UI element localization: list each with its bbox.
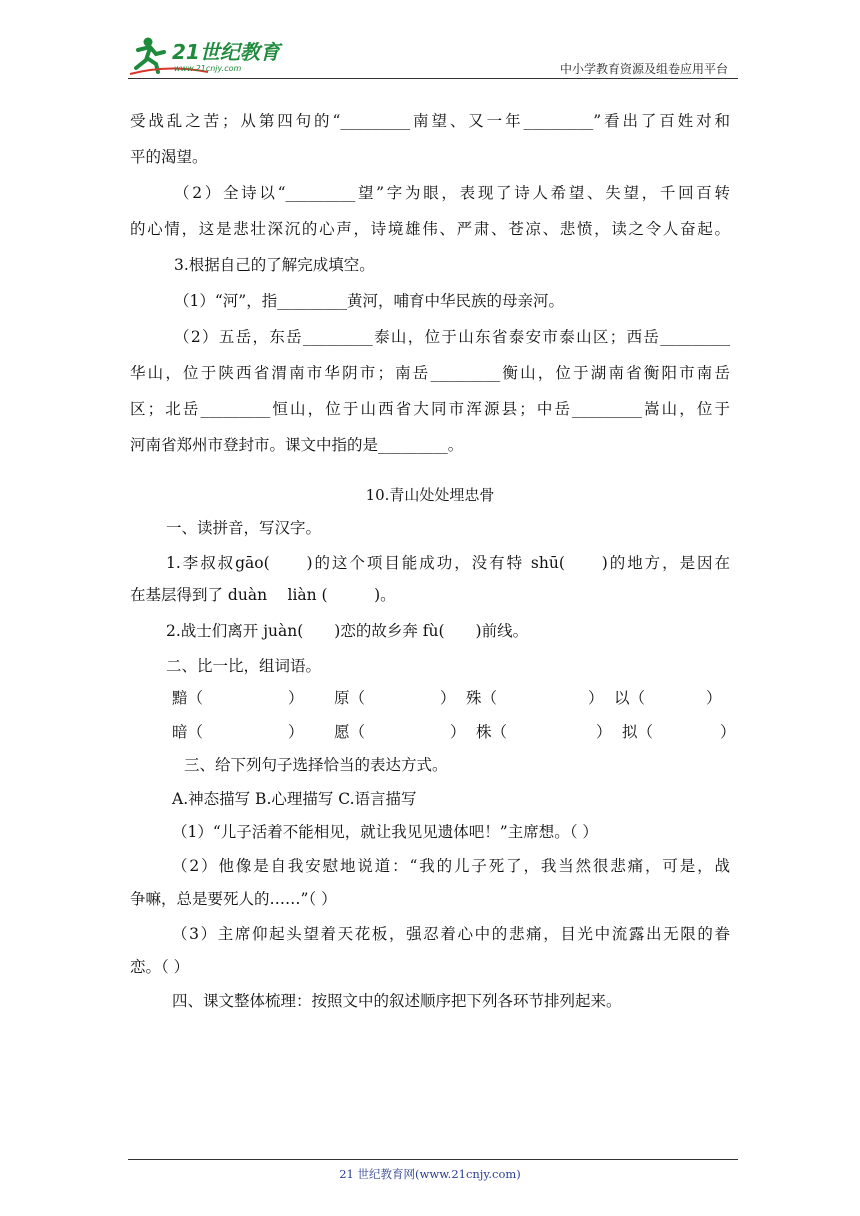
svg-text:www.21cnjy.com: www.21cnjy.com <box>174 64 242 73</box>
answer-options: A.神态描写 B.心理描写 C.语言描写 <box>172 790 417 808</box>
body-line: （1）“河”，指_________黄河，哺育中华民族的母亲河。 <box>174 292 564 310</box>
question-line: （3）主席仰起头望着天花板，强忍着心中的悲痛，目光中流露出无限的眷 <box>172 925 730 943</box>
word-prompt: 暗（ <box>172 723 204 741</box>
21cnjy-logo-icon <box>128 34 298 76</box>
lesson-title: 10.青山处处埋忠骨 <box>365 486 495 504</box>
word-blank-end: ） <box>596 723 612 741</box>
word-blank-end: ） <box>288 723 304 741</box>
question-line: 在基层得到了 duàn liàn ( )。 <box>130 586 396 604</box>
word-blank-end: ） <box>588 689 604 707</box>
body-line: （2）五岳，东岳_________泰山，位于山东省泰安市泰山区；西岳_________ <box>174 328 730 346</box>
page-header <box>128 30 738 80</box>
body-line: （2）全诗以“_________望”字为眼，表现了诗人希望、失望，千回百转 <box>174 184 730 202</box>
question-line: 2.战士们离开 juàn( )恋的故乡奔 fù( )前线。 <box>166 622 529 640</box>
question-line: （2）他像是自我安慰地说道：“我的儿子死了，我当然很悲痛，可是，战 <box>172 857 730 875</box>
body-line: 的心情，这是悲壮深沉的心声，诗境雄伟、严肃、苍凉、悲愤，读之令人奋起。 <box>130 220 730 238</box>
question-line: 争嘛，总是要死人的……”（ ） <box>130 890 337 908</box>
word-prompt: 殊（ <box>466 689 498 707</box>
word-blank-end: ） <box>706 689 722 707</box>
word-blank-end: ） <box>288 689 304 707</box>
word-blank-end: ） <box>440 689 456 707</box>
body-line: 河南省郑州市登封市。课文中指的是_________。 <box>130 436 464 454</box>
word-blank-end: ） <box>720 723 736 741</box>
platform-name: 中小学教育资源及组卷应用平台 <box>559 62 728 76</box>
svg-text:21世纪教育: 21世纪教育 <box>172 40 280 64</box>
body-line: 华山，位于陕西省渭南市华阴市；南岳_________衡山，位于湖南省衡阳市南岳 <box>130 364 730 382</box>
word-blank-end: ） <box>450 723 466 741</box>
footer-divider <box>128 1159 738 1160</box>
question-line: 恋。（ ） <box>130 958 190 976</box>
section-heading: 四、课文整体梳理：按照文中的叙述顺序把下列各环节排列起来。 <box>172 992 622 1010</box>
section-heading: 一、读拼音，写汉字。 <box>166 519 322 537</box>
section-heading: 二、比一比，组词语。 <box>166 657 322 675</box>
body-line: 平的渴望。 <box>130 148 208 166</box>
word-prompt: 原（ <box>334 689 366 707</box>
body-line: 区；北岳_________恒山，位于山西省大同市浑源县；中岳_________嵩山，位于 <box>130 400 730 418</box>
question-line: （1）“儿子活着不能相见，就让我见见遗体吧！”主席想。（ ） <box>172 823 598 841</box>
page-footer: 21 世纪教育网(www.21cnjy.com) <box>339 1167 521 1181</box>
word-prompt: 拟（ <box>622 723 654 741</box>
body-line: 3.根据自己的了解完成填空。 <box>174 256 375 274</box>
word-prompt: 愿（ <box>334 723 366 741</box>
header-divider <box>128 78 738 79</box>
word-prompt: 黯（ <box>172 689 204 707</box>
question-line: 1.李叔叔gāo( )的这个项目能成功，没有特 shū( )的地方，是因在 <box>166 554 730 572</box>
body-line: 受战乱之苦；从第四句的“_________南望、又一年_________”看出了百姓对和 <box>130 112 730 130</box>
word-prompt: 株（ <box>476 723 508 741</box>
section-heading: 三、给下列句子选择恰当的表达方式。 <box>184 756 448 774</box>
word-prompt: 以（ <box>614 689 646 707</box>
